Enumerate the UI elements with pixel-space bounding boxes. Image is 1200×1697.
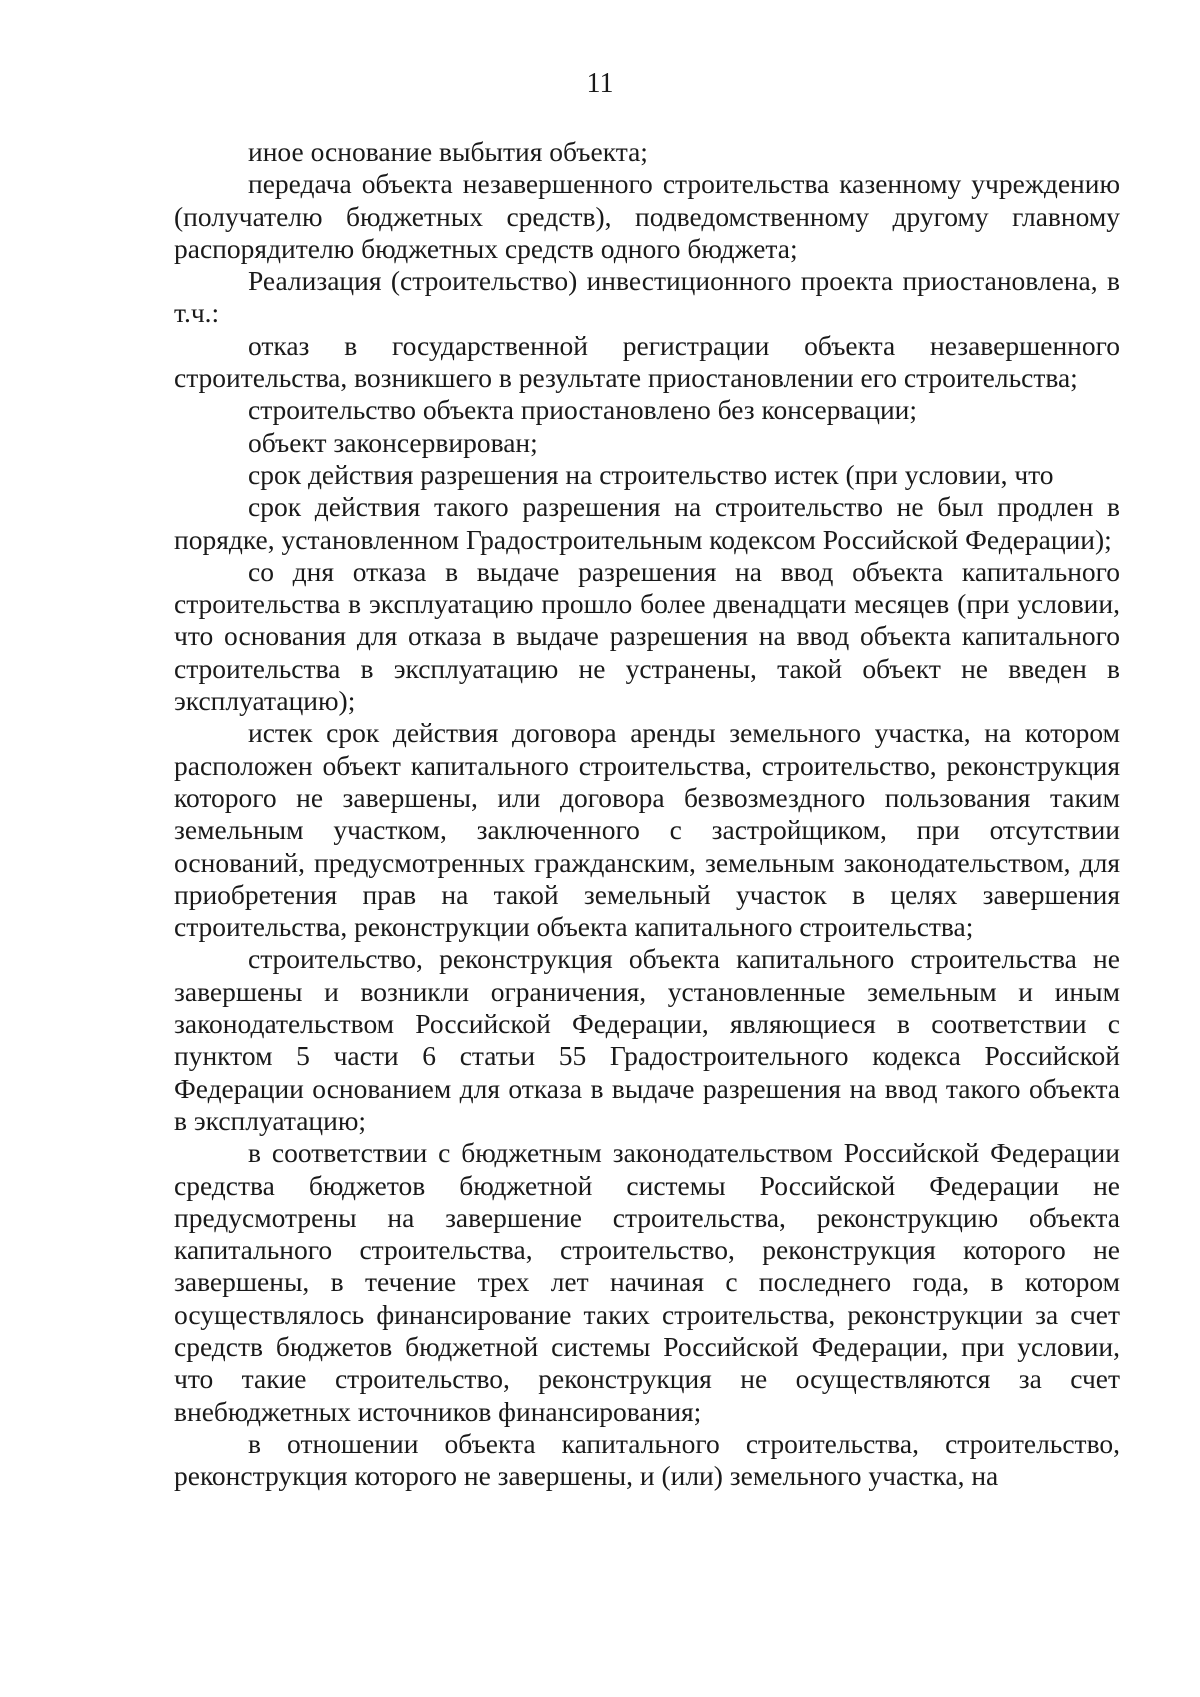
- paragraph: иное основание выбытия объекта;: [248, 136, 648, 167]
- paragraph: срок действия разрешения на строительство истек (при условии, что: [248, 458, 1054, 490]
- document-body: [174, 136, 1120, 1492]
- paragraph: срок действия такого разрешения на строительство не был продлен в порядке, установленном Градостроительным кодексом Российской Федерации);: [174, 491, 1120, 555]
- paragraph: со дня отказа в выдаче разрешения на ввод объекта капитального строительства в эксплуатацию прошло более двенадцати месяцев (при условии, что основания для отказа в выдаче разрешения на ввод объекта капитального строительства в эксплуатацию не устранены, такой объект не введен в эксплуатацию);: [174, 555, 1120, 717]
- page-number: 11: [586, 68, 614, 99]
- paragraph: строительство, реконструкция объекта капитального строительства не завершены и возникли ограничения, установленные земельным и иным законодательством Российской Федерации, являющиеся в соответствии с пунктом 5 части 6 статьи 55 Градостроительного кодекса Российской Федерации основанием для отказа в выдаче разрешения на ввод такого объекта в эксплуатацию;: [174, 943, 1120, 1136]
- paragraph: отказ в государственной регистрации объекта незавершенного строительства, возникшего в результате приостановлении его строительства;: [174, 329, 1120, 394]
- paragraph: в отношении объекта капитального строительства, строительство, реконструкция которого не завершены, и (или) земельного участка, на: [174, 1427, 1120, 1492]
- paragraph: в соответствии с бюджетным законодательством Российской Федерации средства бюджетов бюджетной системы Российской Федерации не предусмотрены на завершение строительства, реконструкцию объекта капитального строительства, строительство, реконструкция которого не завершены, в течение трех лет начиная с последнего года, в котором осуществлялось финансирование таких строительства, реконструкции за счет средств бюджетов бюджетной системы Российской Федерации, при условии, что такие строительство, реконструкция не осуществляются за счет внебюджетных источников финансирования;: [174, 1137, 1120, 1427]
- paragraph: Реализация (строительство) инвестиционного проекта приостановлена, в т.ч.:: [174, 265, 1120, 329]
- paragraph: передача объекта незавершенного строительства казенному учреждению (получателю бюджетных средств), подведомственному другому главному распорядителю бюджетных средств одного бюджета;: [174, 168, 1120, 264]
- paragraph: истек срок действия договора аренды земельного участка, на котором расположен объект капитального строительства, строительство, реконструкция которого не завершены, или договора безвозмездного пользования таким земельным участком, заключенного с застройщиком, при отсутствии оснований, предусмотренных гражданским, земельным законодательством, для приобретения прав на такой земельный участок в целях завершения строительства, реконструкции объекта капитального строительства;: [174, 717, 1120, 943]
- paragraph: строительство объекта приостановлено без консервации;: [248, 394, 918, 426]
- paragraph: объект законсервирован;: [248, 426, 538, 458]
